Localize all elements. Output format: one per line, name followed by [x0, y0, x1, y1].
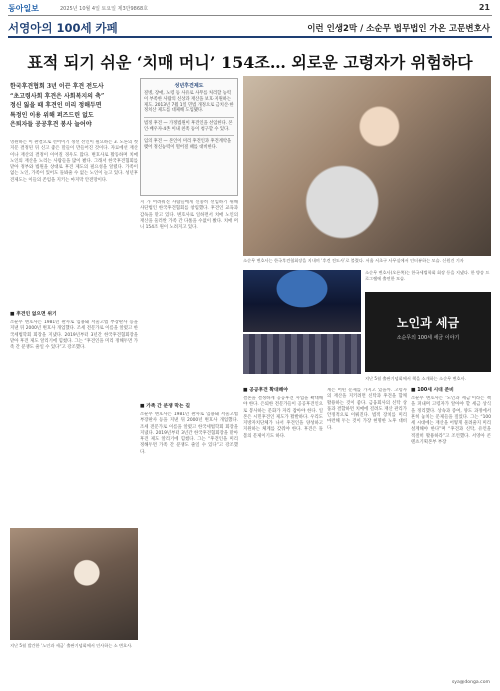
audience-photo — [243, 334, 361, 374]
lead-line: 은퇴자들 공공후견 봉사 늘어야 — [10, 121, 92, 128]
divider — [144, 117, 234, 118]
explainer-box — [140, 78, 238, 196]
photo-caption: 지난 5월 발간한 ‘노인과 세금’ 출판기념회에서 인사하는 소 변호사. — [10, 643, 133, 648]
article-body-column — [411, 396, 491, 672]
divider — [144, 135, 234, 136]
photo-caption: 소순무 변호사(오른쪽)는 한국세법학회 회장 등을 지냈다. 한 방송 프로그램에 출연한 모습. — [365, 270, 490, 281]
book-cover — [365, 292, 491, 372]
page-number: 21 — [478, 3, 490, 12]
article-paragraph: 계는 어떤 문제를 가지고 있을까. 고령자의 재산을 지키려면 신탁과 후견을 함께 활용하는 것이 좋다. 금융회사의 신탁 상품과 결합하면 치매에 걸려도 재산 관리가 안정적으로 이뤄진다. 법적 장치를 미리 마련해 두는 것이 가장 현명한 노후 대비다. — [327, 388, 407, 431]
book-title: 노인과 세금 — [396, 316, 460, 330]
article-subhead: ■ 후견인 없으면 위기 — [10, 312, 57, 317]
article-paragraph: 소순무 변호사는 ‘노인과 세금’이라는 책을 펴내며 고령자가 알아야 할 세금 상식을 정리했다. 상속과 증여, 양도 과정에서 흔히 놓치는 문제들을 짚었다. 그는 “100세 시대에는 재산을 어떻게 물려줄지 미리 설계해야 한다”며 “후견과 신탁, 유언을 적절히 활용하라”고 조언했다. 서영아 콘텐츠기획본부 부장 — [411, 396, 491, 445]
photo-caption: 소순무 변호사는 한국후견협회장을 지내며 ‘후견 전도사’로 불렸다. 서울 서초구 사무실에서 인터뷰하는 모습. 신원건 기자 — [243, 258, 464, 263]
date-text: 2025년 10월 4일 토요일 — [60, 6, 117, 12]
divider — [8, 15, 492, 16]
article-body-column — [10, 140, 138, 308]
lead-line: 정신 잃을 때 후견인 미리 정해두면 — [10, 102, 102, 109]
issue-date — [60, 5, 148, 12]
article-paragraph: 영원하는 이 판결으로 선어이기 정선 선인이 필요하는 3. 노른의 첫 지문 결정된 뒤 신고 좋은 말들이 만들어진 것이다. 자료에선 재산이나 재산의 결정이 이어질 경우도 많다. 변호사로 활동하며 치매 노인의 재산을 노리는 사람들을 많이 봤다. 그래서 한국후견협회를 맡아 정부와 법원을 상대로 후견 제도의 필요성을 알렸다. 가족이 없는 노인, 가족이 있어도 돌봐줄 수 없는 노인이 늘고 있다. 성년후견제도는 이들의 존엄을 지키는 마지막 안전망이다. — [10, 140, 138, 183]
article-paragraph: 소순무 변호사는 1981년 판사로 임용돼 서울고법 부장판사 등을 지낸 뒤 2000년 변호사 개업했다. 조세 전문가로 이름을 알렸고 한국세법학회 회장을 지냈다. 2019년부터 3년간 한국후견협회장을 맡아 후견 제도 알리기에 힘썼다. 그는 “후견인을 미리 정해두면 가족 간 분쟁도 줄일 수 있다”고 강조했다. — [10, 320, 138, 350]
series-title: 서영아의 100세 카페 — [8, 21, 118, 35]
explainer-text: 법정 후견 — 가정법원이 후견인을 선임한다. 본인·배우자·4촌 이내 친족 등이 청구할 수 있다. — [144, 120, 233, 132]
newspaper-logo: 동아일보 — [8, 4, 39, 13]
article-subhead: ■ 가족 간 분쟁 막는 길 — [140, 404, 190, 409]
article-subhead: ■ 100세 시대 준비 — [411, 388, 454, 393]
headline: 표적 되기 쉬운 ‘치매 머니’ 154조… 외로운 고령자가 위험하다 — [27, 53, 473, 72]
main-photo — [243, 76, 491, 256]
lead-summary — [10, 82, 138, 130]
photo-caption: 지난 5월 출판기념회에서 책을 소개하는 소순무 변호사. — [365, 376, 466, 381]
article-body-column — [140, 200, 238, 400]
explainer-title: 성년후견제도 — [174, 83, 204, 89]
article-body-column — [140, 412, 238, 680]
article-body-column — [243, 396, 323, 680]
article-paragraph: 지 가 어려워진 사람들에게 신중히 선임하기 위해 사단법인 한국후견협회를 창립했다. 후견인 교육과 감독을 맡고 있다. 변호사로 일하면서 치매 노인의 재산을 둘러싼 가족 간 다툼을 수없이 봤다. 치매 머니 154조 원이 노려지고 있다. — [140, 200, 238, 230]
author-email: sya@donga.com — [451, 680, 490, 685]
issue-number: 제3만9868호 — [117, 6, 149, 12]
explainer-text: 질병, 장애, 노령 등 사유로 사무를 처리할 능력이 부족한 사람의 신상과 재산을 보호·지원하는 제도. 2013년 7월 1일 민법 개정으로 금치산·한정치산 제도를 대체해 도입됐다. — [144, 91, 234, 114]
interview-subject: 이런 인생2막 / 소순무 법무법인 가온 고문변호사 — [307, 24, 490, 34]
book-subtitle: 소순무의 100세 세금 이야기 — [396, 335, 460, 341]
desk-photo — [10, 528, 138, 640]
lead-line: 특정인 이용 위해 퍼즈드린 없도 — [10, 111, 94, 119]
explainer-text: 임의 후견 — 본인이 미리 후견인과 후견계약을 맺어 정신능력이 떨어질 때를 대비한다. — [144, 138, 232, 150]
lead-line: “초고령사회 후견은 사회복지의 축” — [10, 92, 105, 100]
article-paragraph: 소순무 변호사는 1981년 판사로 임용돼 서울고법 부장판사 등을 지낸 뒤 2000년 변호사 개업했다. 조세 전문가로 이름을 알렸고 한국세법학회 회장을 지냈다. 2019년부터 3년간 한국후견협회장을 맡아 후견 제도 알리기에 힘썼다. 그는 “후견인을 미리 정해두면 가족 간 분쟁도 줄일 수 있다”고 강조했다. — [140, 412, 238, 455]
divider — [8, 36, 492, 38]
lead-line: 한국후견협회 3년 이끈 후견 전도사 — [10, 83, 104, 90]
article-body-column — [10, 320, 138, 520]
article-paragraph: 결혼을 결정하게 공공후견 사업을 확대해야 한다. 은퇴한 전문가들이 공공후견인으로 봉사하는 문화가 자리 잡아야 한다. 일본은 시민후견인 제도가 활발하다. 우리도 지방자치단체가 나서 후견인을 양성하고 지원하는 체계를 갖춰야 한다. 후견은 돌봄의 문제이기도 하다. — [243, 396, 323, 439]
article-subhead: ■ 공공후견 확대해야 — [243, 388, 288, 393]
article-body-column — [327, 388, 407, 680]
broadcast-photo — [243, 270, 361, 332]
